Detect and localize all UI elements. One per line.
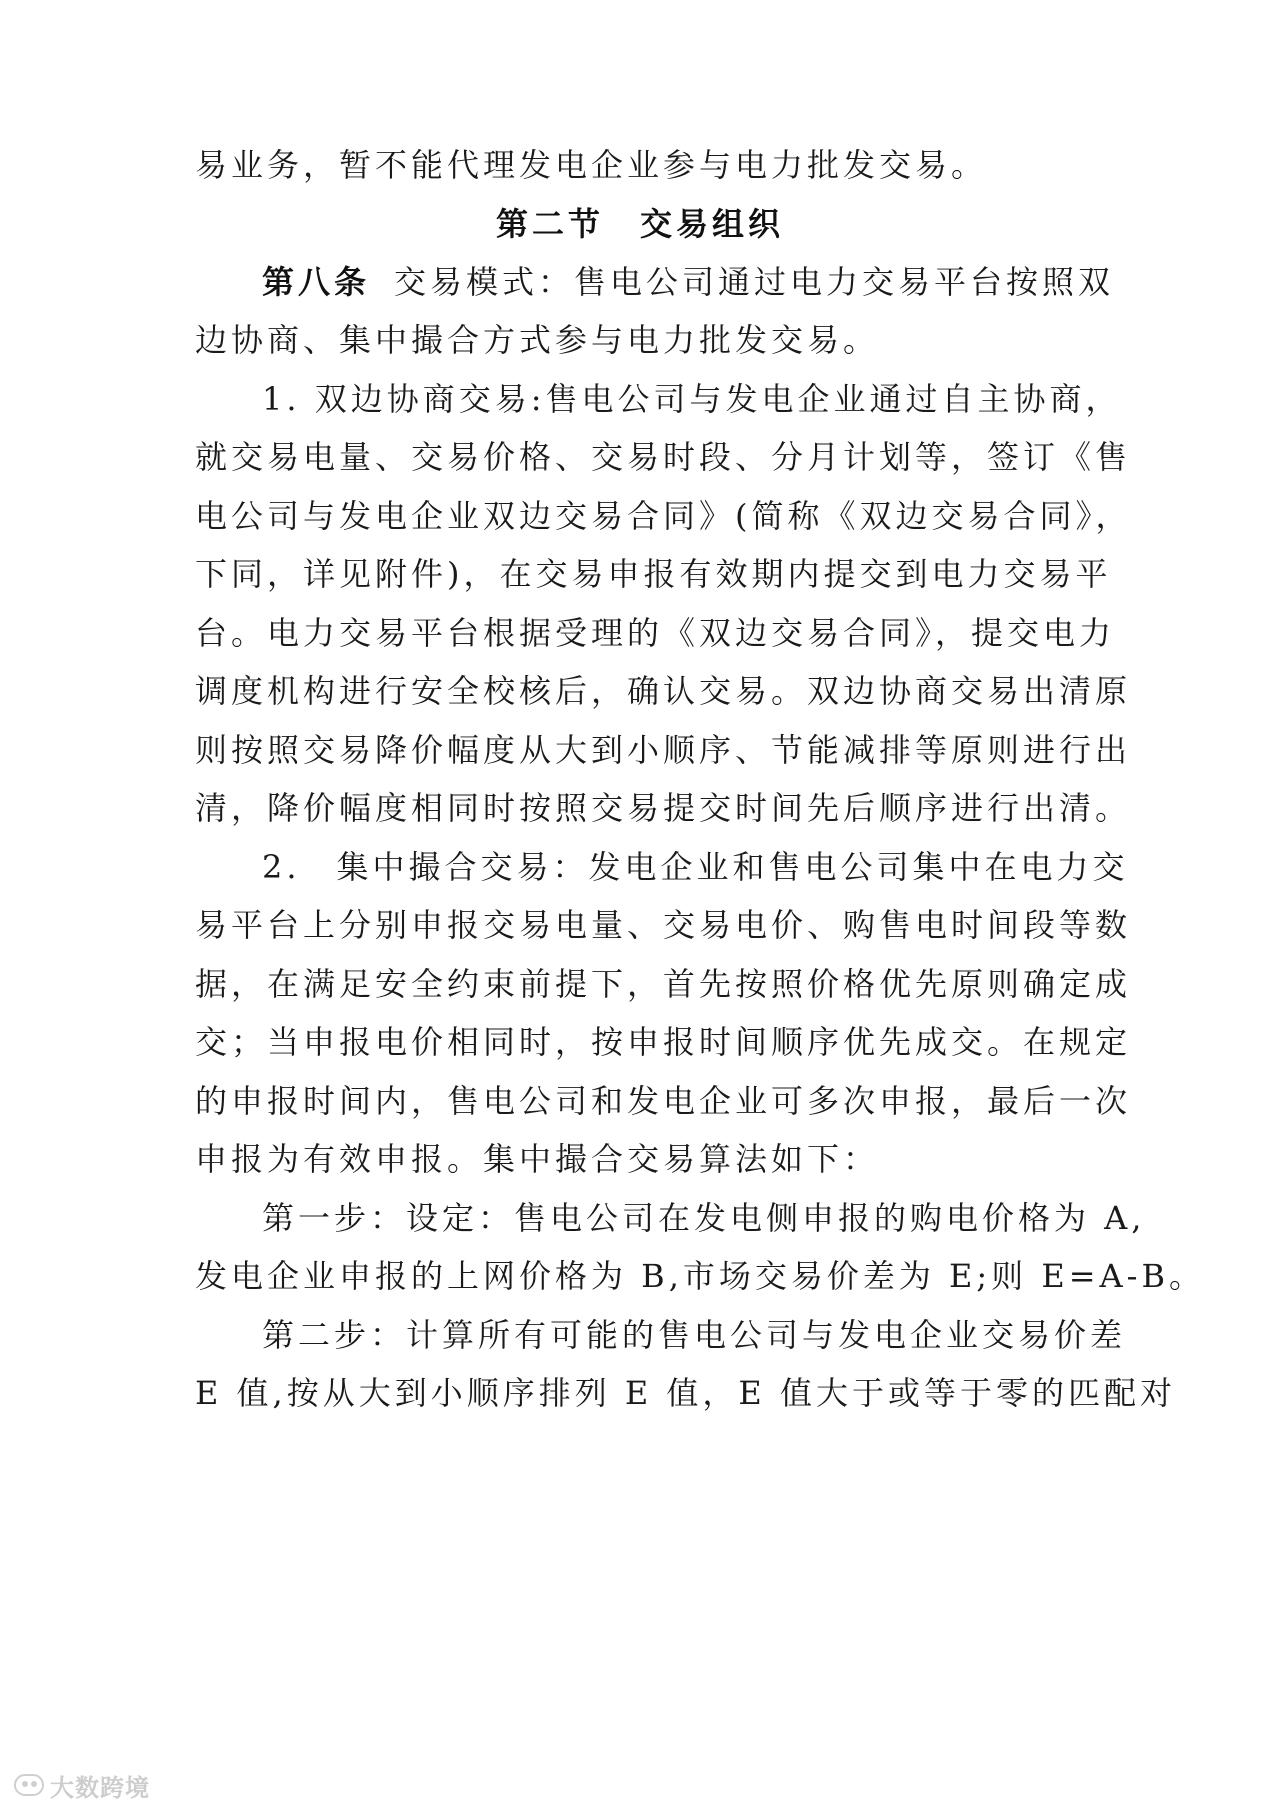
text-line: 第一步：设定：售电公司在发电侧申报的购电价格为 A, (262, 1199, 1146, 1237)
watermark-logo-icon (14, 1774, 44, 1796)
text-line: 申报为有效申报。集中撮合交易算法如下： (195, 1140, 880, 1178)
text-line: 2. 集中撮合交易：发电企业和售电公司集中在电力交 (262, 848, 1129, 886)
text-line: 据，在满足安全约束前提下，首先按照价格优先原则确定成 (195, 965, 1132, 1003)
text-line: 台。电力交易平台根据受理的《双边交易合同》，提交电力 (195, 614, 1116, 652)
text-line: 下同，详见附件)，在交易申报有效期内提交到电力交易平 (195, 555, 1112, 593)
article-8-text: 交易模式：售电公司通过电力交易平台按照双 (394, 263, 1115, 301)
text-line: 清，降价幅度相同时按照交易提交时间先后顺序进行出清。 (195, 789, 1132, 827)
watermark-text: 大数跨境 (50, 1773, 150, 1802)
text-line: 就交易电量、交易价格、交易时段、分月计划等，签订《售 (195, 438, 1132, 476)
text-line: 调度机构进行安全校核后，确认交易。双边协商交易出清原 (195, 672, 1132, 710)
text-line: 电公司与发电企业双边交易合同》(简称《双边交易合同》， (195, 497, 1132, 535)
text-line: 易业务，暂不能代理发电企业参与电力批发交易。 (195, 146, 988, 184)
text-line: 交；当申报电价相同时，按申报时间顺序优先成交。在规定 (195, 1023, 1132, 1061)
text-line: 发电企业申报的上网价格为 B,市场交易价差为 E;则 E=A-B。 (195, 1257, 1205, 1295)
text-line: 则按照交易降价幅度从大到小顺序、节能减排等原则进行出 (195, 731, 1132, 769)
watermark (14, 1770, 150, 1800)
text-line: E 值,按从大到小顺序排列 E 值，E 值大于或等于零的匹配对 (195, 1374, 1176, 1412)
article-8-label: 第八条 (262, 263, 371, 301)
article-8-line (262, 262, 1115, 302)
section-heading: 第二节 交易组织 (495, 205, 784, 243)
text-line: 的申报时间内，售电公司和发电企业可多次申报，最后一次 (195, 1082, 1132, 1120)
text-line: 易平台上分别申报交易电量、交易电价、购售电时间段等数 (195, 906, 1132, 944)
text-line: 边协商、集中撮合方式参与电力批发交易。 (195, 321, 880, 359)
text-line: 第二步：计算所有可能的售电公司与发电企业交易价差 (262, 1316, 1127, 1354)
text-line: 1. 双边协商交易:售电公司与发电企业通过自主协商， (262, 380, 1122, 418)
